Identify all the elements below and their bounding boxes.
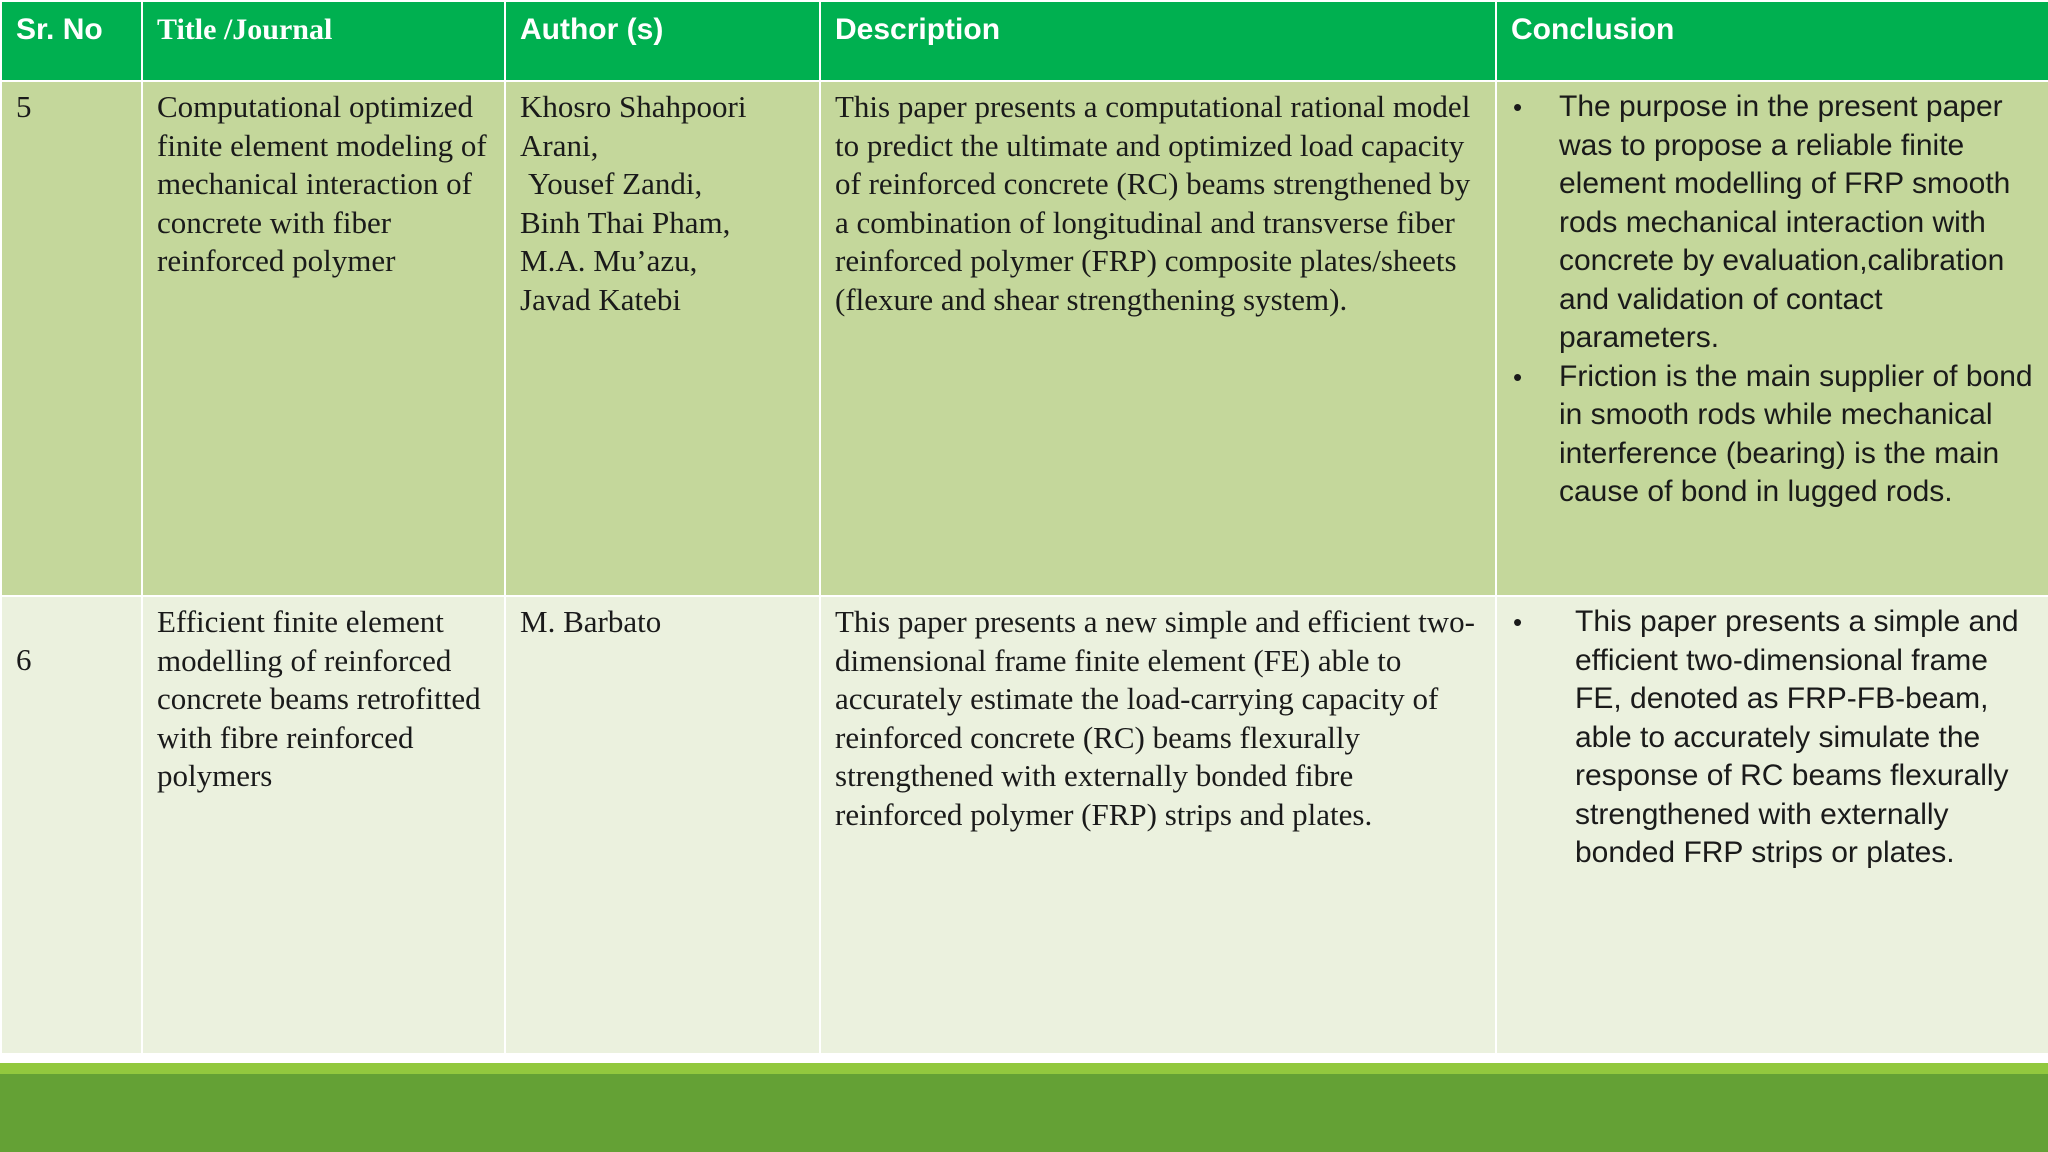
table-row [1,596,2048,1054]
conclusion-text: The purpose in the present paper was to propose a reliable finite element modelling of FRP smooth rods mechanical interaction with concrete by evaluation,calibration and validation of contact parameters. [1559,90,2011,354]
bullet-icon: • [1513,607,1523,637]
cell-title: Computational optimized finite element modeling of mechanical interaction of concrete with fiber reinforced polymer [142,81,505,596]
table-row [1,81,2048,596]
author-name: Khosro Shahpoori Arani, [520,89,747,163]
footer-bar [0,1074,2048,1152]
footer-accent-line [0,1063,2048,1074]
header-authors: Author (s) [505,1,820,81]
cell-description: This paper presents a new simple and efficient two-dimensional frame finite element (FE) able to accurately estimate the load-carrying capacity of reinforced concrete (RC) beams flexurally strengthened with externally bonded fibre reinforced polymer (FRP) strips and plates. [820,596,1496,1054]
bullet-icon: • [1513,92,1523,122]
conclusion-text: This paper presents a simple and efficient two-dimensional frame FE, denoted as FRP-FB-beam, able to accurately simulate the response of RC beams flexurally strengthened with externally bonded FRP strips or plates. [1575,605,2019,869]
conclusion-item [1497,88,2034,358]
header-conclusion: Conclusion [1496,1,2048,81]
conclusion-item [1497,358,2034,512]
author-name: M.A. Mu’azu, [520,243,698,278]
header-title-journal: Title /Journal [142,1,505,81]
cell-title: Efficient finite element modelling of reinforced concrete beams retrofitted with fibre reinforced polymers [142,596,505,1054]
header-description: Description [820,1,1496,81]
conclusion-item [1497,603,2034,873]
cell-description: This paper presents a computational rational model to predict the ultimate and optimized load capacity of reinforced concrete (RC) beams strengthened by a combination of longitudinal and transverse fiber reinforced polymer (FRP) composite plates/sheets (flexure and shear strengthening system). [820,81,1496,596]
author-name: M. Barbato [520,604,662,639]
bullet-icon: • [1513,361,1523,392]
cell-srno: 5 [1,81,142,596]
conclusion-text: Friction is the main supplier of bond in smooth rods while mechanical interference (bearing) is the main cause of bond in lugged rods. [1559,359,2033,508]
cell-conclusion [1496,596,2048,1054]
author-name: Yousef Zandi, [528,166,703,201]
header-row [1,1,2048,81]
cell-srno: 6 [1,596,142,1054]
cell-authors [505,596,820,1054]
header-srno: Sr. No [1,1,142,81]
author-name: Javad Katebi [520,281,681,317]
cell-authors [505,81,820,596]
author-name: Binh Thai Pham, [520,204,731,240]
cell-conclusion [1496,81,2048,596]
